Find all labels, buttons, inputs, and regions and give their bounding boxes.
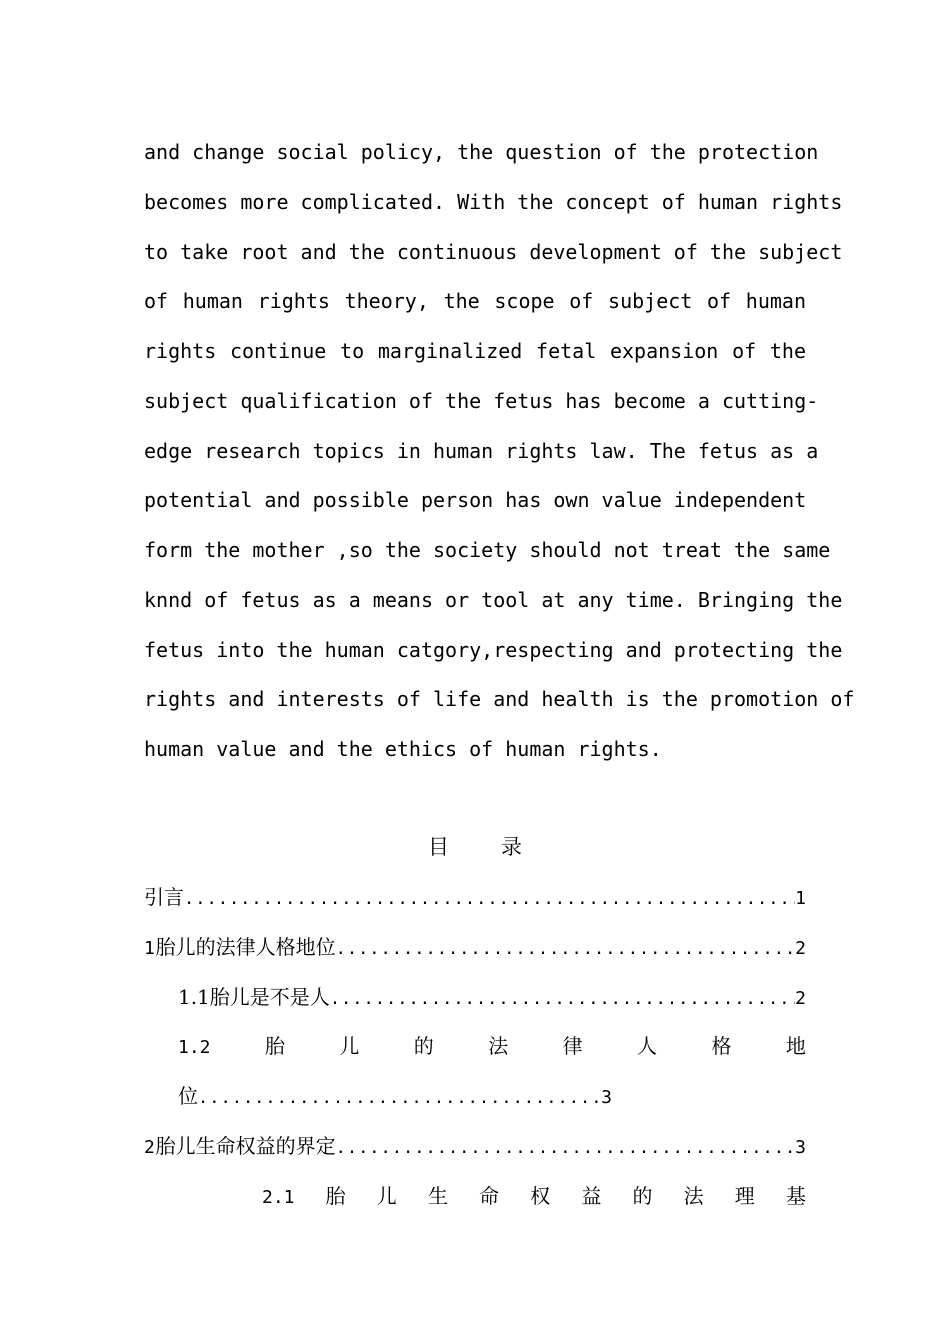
toc-entry-section-1[interactable] (144, 932, 806, 982)
toc-entry-char: 基 (785, 1183, 806, 1208)
toc-entry-label: 胎儿生命权益的界定 (155, 1133, 336, 1158)
abstract-line: fetus into the human catgory,respecting and protecting the (144, 637, 843, 662)
table-of-contents (144, 882, 806, 1230)
toc-entry-char: 儿 (376, 1183, 397, 1208)
toc-entry-char: 格 (711, 1034, 732, 1059)
abstract-line: becomes more complicated. With the concept of human rights (144, 189, 843, 214)
toc-leader-dots (330, 984, 795, 1014)
toc-entry-char: 法 (488, 1034, 509, 1059)
toc-leader-dots (198, 1083, 601, 1113)
toc-entry-char: 权 (530, 1183, 551, 1208)
abstract-text (144, 137, 855, 784)
abstract-line: human value and the ethics of human rights. (144, 737, 662, 761)
toc-entry-label: 1.1胎儿是不是人 (178, 984, 330, 1009)
toc-entry-char: 地 (785, 1034, 806, 1059)
toc-page-number: 2 (795, 937, 806, 959)
toc-entry-section-1-1[interactable] (144, 982, 806, 1032)
toc-entry-char: 儿 (339, 1034, 360, 1059)
toc-entry-label: 胎儿的法律人格地位 (155, 934, 336, 959)
toc-leader-dots (336, 934, 796, 964)
toc-entry-char: 律 (562, 1034, 583, 1059)
toc-entry-char: 法 (683, 1183, 704, 1208)
abstract-line: potential and possible person has own value independent (144, 488, 807, 513)
toc-entry-char: 理 (734, 1183, 755, 1208)
abstract-line: form the mother ,so the society should not treat the same (144, 538, 831, 562)
toc-entry-char: 生 (427, 1183, 448, 1208)
abstract-line: rights continue to marginalized fetal expansion of the (144, 339, 806, 363)
toc-entry-char: 人 (637, 1034, 658, 1059)
toc-page-number: 2 (795, 987, 806, 1009)
toc-section-number: 2.1 (262, 1186, 295, 1208)
toc-section-number: 1.2 (178, 1037, 211, 1059)
toc-entry-section-2-1[interactable] (144, 1181, 806, 1231)
abstract-line: and change social policy, the question of the protection (144, 140, 819, 164)
toc-section-number: 1 (144, 937, 155, 959)
toc-entry-char: 命 (479, 1183, 500, 1208)
toc-page-number: 1 (795, 888, 806, 909)
toc-entry-char: 益 (581, 1183, 602, 1208)
abstract-line: to take root and the continuous development of the subject (144, 239, 843, 264)
toc-leader-dots (184, 884, 795, 914)
toc-page-number: 3 (601, 1087, 612, 1108)
toc-title-char: 目 (428, 835, 449, 859)
toc-entry-label: 引言 (144, 885, 184, 909)
toc-entry-intro[interactable] (144, 882, 806, 932)
toc-entry-char: 胎 (264, 1034, 285, 1059)
toc-leader-dots (336, 1133, 796, 1163)
toc-entry-char: 的 (413, 1034, 434, 1059)
toc-entry-section-1-2[interactable] (144, 1031, 806, 1081)
abstract-line: of human rights theory, the scope of subject of human (144, 289, 806, 314)
toc-title-char: 录 (501, 835, 522, 859)
toc-entry-section-2[interactable] (144, 1131, 806, 1181)
abstract-line: subject qualification of the fetus has become a cutting- (144, 388, 819, 413)
toc-title (0, 832, 950, 862)
toc-entry-char: 胎 (325, 1183, 346, 1208)
toc-page-number: 3 (795, 1136, 806, 1158)
abstract-line: edge research topics in human rights law. The fetus as a (144, 438, 819, 463)
abstract-line: knnd of fetus as a means or tool at any time. Bringing the (144, 587, 843, 612)
toc-section-number: 2 (144, 1136, 155, 1158)
toc-entry-section-1-2-continued[interactable] (144, 1081, 612, 1131)
toc-entry-label: 位 (178, 1084, 198, 1108)
abstract-line: rights and interests of life and health is the promotion of (144, 687, 855, 712)
toc-entry-char: 的 (632, 1183, 653, 1208)
